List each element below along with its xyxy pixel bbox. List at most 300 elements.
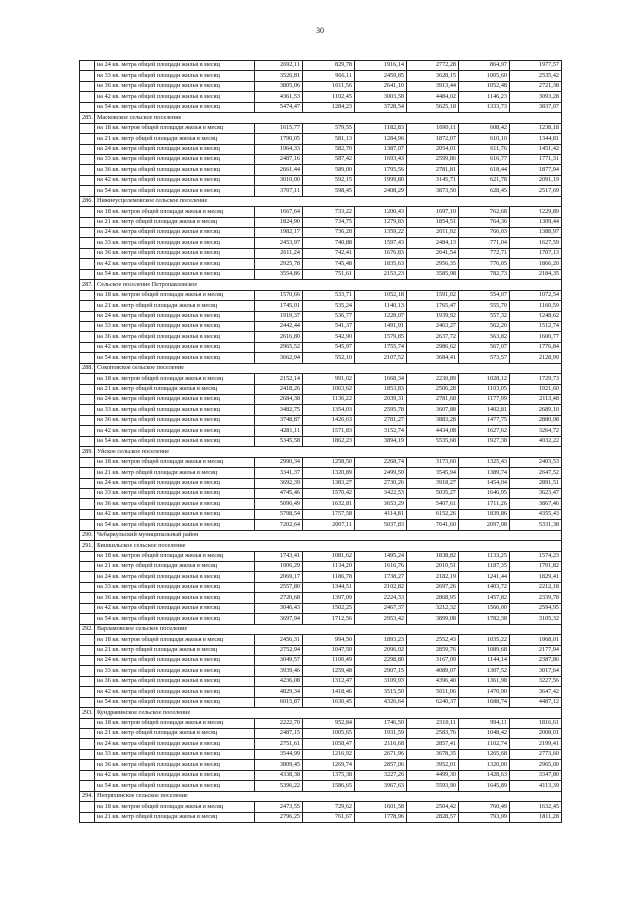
table-row: [80, 655, 562, 665]
value-cell: 1939,92: [407, 311, 459, 321]
value-cell: 1320,00: [459, 760, 510, 770]
value-cell: 1627,59: [510, 238, 562, 248]
value-cell: 1693,43: [355, 154, 407, 164]
row-index-empty: [80, 739, 95, 749]
value-cell: 736,28: [303, 228, 355, 238]
value-cell: 555,70: [459, 301, 510, 311]
value-cell: 2128,99: [510, 353, 562, 363]
row-index-empty: [80, 520, 95, 530]
value-cell: 1146,23: [459, 92, 510, 102]
value-cell: 4484,02: [407, 92, 459, 102]
row-label: на 42 кв. метра общей площади жилья в месяц: [95, 426, 255, 436]
value-cell: 1755,74: [355, 342, 407, 352]
section-title: Сокоповское сельское поселение: [95, 363, 562, 373]
value-cell: 2552,43: [407, 635, 459, 645]
value-cell: 2212,18: [510, 582, 562, 592]
value-cell: 2408,29: [355, 186, 407, 196]
value-cell: 1134,20: [303, 562, 355, 572]
value-cell: 1470,90: [459, 687, 510, 697]
value-cell: 1361,98: [459, 676, 510, 686]
value-cell: 1333,73: [459, 102, 510, 112]
value-cell: 5331,38: [510, 520, 562, 530]
value-cell: 5035,27: [407, 488, 459, 498]
value-cell: 2953,42: [355, 614, 407, 624]
value-cell: 3952,01: [407, 760, 459, 770]
row-index-empty: [80, 687, 95, 697]
value-cell: 3809,45: [255, 760, 303, 770]
value-cell: 3707,11: [255, 186, 303, 196]
row-label: на 24 кв. метра общей площади жилья в месяц: [95, 739, 255, 749]
value-cell: 2796,25: [255, 812, 303, 822]
table-row: [80, 426, 562, 436]
value-cell: 1877,94: [510, 165, 562, 175]
value-cell: 2671,96: [355, 749, 407, 759]
value-cell: 4281,11: [255, 426, 303, 436]
value-cell: 3264,72: [510, 426, 562, 436]
value-cell: 4396,40: [407, 676, 459, 686]
value-cell: 1388,97: [510, 228, 562, 238]
row-label: на 36 кв. метра общей площади жилья в месяц: [95, 332, 255, 342]
row-index-empty: [80, 697, 95, 707]
value-cell: 4361,53: [255, 92, 303, 102]
row-index-empty: [80, 593, 95, 603]
value-cell: 4434,08: [407, 426, 459, 436]
row-index-empty: [80, 374, 95, 384]
value-cell: 3607,88: [407, 405, 459, 415]
row-index-empty: [80, 71, 95, 81]
value-cell: 4032,22: [510, 436, 562, 446]
value-cell: 2487,15: [255, 729, 303, 739]
value-cell: 3003,58: [355, 92, 407, 102]
value-cell: 994,11: [459, 718, 510, 728]
value-cell: 1265,68: [459, 749, 510, 759]
value-cell: 2177,94: [510, 645, 562, 655]
value-cell: 729,62: [303, 802, 355, 812]
value-cell: 608,42: [459, 123, 510, 133]
row-label: на 36 кв. метра общей площади жилья в месяц: [95, 760, 255, 770]
row-index-empty: [80, 290, 95, 300]
value-cell: 1089,68: [459, 645, 510, 655]
value-cell: 1615,77: [255, 123, 303, 133]
value-cell: 1824,90: [255, 217, 303, 227]
table-row: [80, 342, 562, 352]
value-cell: 3939,46: [255, 666, 303, 676]
row-label: на 24 кв. метра общей площади жилья в месяц: [95, 144, 255, 154]
table-row: [80, 436, 562, 446]
value-cell: 1241,44: [459, 572, 510, 582]
row-index-empty: [80, 175, 95, 185]
row-index-empty: [80, 405, 95, 415]
value-cell: 1570,42: [303, 488, 355, 498]
value-cell: 1597,43: [355, 238, 407, 248]
value-cell: 1259,48: [303, 666, 355, 676]
row-label: на 33 кв. метра общей площади жилья в месяц: [95, 71, 255, 81]
value-cell: 1187,35: [459, 562, 510, 572]
row-index: 288.: [80, 363, 95, 373]
value-cell: 2182,19: [407, 572, 459, 582]
value-cell: 573,57: [459, 353, 510, 363]
row-label: на 18 кв. метров общей площади жилья в месяц: [95, 635, 255, 645]
table-row: [80, 572, 562, 582]
row-index-empty: [80, 248, 95, 258]
value-cell: 582,70: [303, 144, 355, 154]
row-index-empty: [80, 551, 95, 561]
value-cell: 1982,17: [255, 228, 303, 238]
value-cell: 3046,43: [255, 603, 303, 613]
row-index-empty: [80, 645, 95, 655]
row-label: на 54 кв. метра общей площади жилья в месяц: [95, 614, 255, 624]
section-row: [80, 363, 562, 373]
value-cell: 1866,20: [510, 259, 562, 269]
value-cell: 5345,58: [255, 436, 303, 446]
row-index-empty: [80, 415, 95, 425]
value-cell: 4326,64: [355, 697, 407, 707]
value-cell: 567,07: [459, 342, 510, 352]
row-index-empty: [80, 311, 95, 321]
value-cell: 745,48: [303, 259, 355, 269]
value-cell: 1028,12: [459, 374, 510, 384]
section-title: Кундравинское сельское поселение: [95, 708, 562, 718]
value-cell: 1103,05: [459, 384, 510, 394]
value-cell: 1100,49: [303, 655, 355, 665]
value-cell: 4236,08: [255, 676, 303, 686]
value-cell: 1307,52: [459, 666, 510, 676]
value-cell: 4829,34: [255, 687, 303, 697]
value-cell: 1258,50: [303, 457, 355, 467]
table-row: [80, 551, 562, 561]
value-cell: 1964,33: [255, 144, 303, 154]
table-row: [80, 395, 562, 405]
row-index: 292.: [80, 624, 95, 634]
value-cell: 1160,59: [510, 301, 562, 311]
value-cell: 2859,76: [407, 645, 459, 655]
value-cell: 2828,57: [407, 812, 459, 822]
table-row: [80, 781, 562, 791]
value-cell: 3422,53: [355, 488, 407, 498]
value-cell: 1047,50: [303, 645, 355, 655]
value-cell: 1782,38: [459, 614, 510, 624]
value-cell: 1309,44: [510, 217, 562, 227]
value-cell: 3837,07: [510, 102, 562, 112]
value-cell: 1778,96: [355, 812, 407, 822]
value-cell: 2453,97: [255, 238, 303, 248]
value-cell: 1359,22: [355, 228, 407, 238]
value-cell: 1011,56: [303, 81, 355, 91]
value-cell: 1081,62: [303, 551, 355, 561]
row-label: на 36 кв. метра общей площади жилья в месяц: [95, 415, 255, 425]
value-cell: 611,76: [459, 144, 510, 154]
value-cell: 1177,99: [459, 395, 510, 405]
value-cell: 1632,45: [510, 802, 562, 812]
row-index-empty: [80, 238, 95, 248]
value-cell: 3628,15: [407, 71, 459, 81]
value-cell: 3105,32: [510, 614, 562, 624]
value-cell: 4355,43: [510, 509, 562, 519]
value-cell: 3748,87: [255, 415, 303, 425]
value-cell: 587,42: [303, 154, 355, 164]
value-cell: 2599,86: [407, 154, 459, 164]
value-cell: 2230,89: [407, 374, 459, 384]
value-cell: 2222,70: [255, 718, 303, 728]
value-cell: 1454,04: [459, 478, 510, 488]
value-cell: 2102,82: [355, 582, 407, 592]
table-row: [80, 593, 562, 603]
value-cell: 2684,38: [255, 395, 303, 405]
value-cell: 2990,34: [255, 457, 303, 467]
section-title: Сельское поселение Петропавловское: [95, 280, 562, 290]
row-index-empty: [80, 269, 95, 279]
row-label: на 21 кв. метр общей площади жилья в месяц: [95, 217, 255, 227]
row-index-empty: [80, 603, 95, 613]
row-index-empty: [80, 321, 95, 331]
page-number: 30: [316, 26, 324, 35]
row-index-empty: [80, 395, 95, 405]
value-cell: 2557,80: [255, 582, 303, 592]
value-cell: 1279,83: [355, 217, 407, 227]
value-cell: 1927,38: [459, 436, 510, 446]
row-label: на 18 кв. метров общей площади жилья в месяц: [95, 374, 255, 384]
section-row: [80, 280, 562, 290]
value-cell: 5096,49: [255, 499, 303, 509]
table-row: [80, 729, 562, 739]
value-cell: 1921,60: [510, 384, 562, 394]
table-row: [80, 186, 562, 196]
value-cell: 3894,19: [355, 436, 407, 446]
row-label: на 36 кв. метра общей площади жилья в месяц: [95, 593, 255, 603]
value-cell: 2751,61: [255, 739, 303, 749]
value-cell: 766,03: [459, 228, 510, 238]
value-cell: 2298,80: [355, 655, 407, 665]
value-cell: 542,90: [303, 332, 355, 342]
table-row: [80, 259, 562, 269]
value-cell: 2008,01: [510, 729, 562, 739]
value-cell: 610,10: [459, 134, 510, 144]
value-cell: 1375,38: [303, 770, 355, 780]
value-cell: 772,71: [459, 248, 510, 258]
row-index-empty: [80, 154, 95, 164]
row-label: на 18 кв. метров общей площади жилья в месяц: [95, 802, 255, 812]
value-cell: 3623,47: [510, 488, 562, 498]
row-label: на 21 кв. метр общей площади жилья в месяц: [95, 134, 255, 144]
table-row: [80, 134, 562, 144]
row-index: 294.: [80, 791, 95, 801]
table-row: [80, 228, 562, 238]
value-cell: 3212,32: [407, 603, 459, 613]
table-row: [80, 165, 562, 175]
value-cell: 3152,74: [355, 426, 407, 436]
value-cell: 991,02: [303, 374, 355, 384]
value-cell: 3093,28: [510, 92, 562, 102]
value-cell: 1248,62: [510, 311, 562, 321]
row-label: на 24 кв. метра общей площади жилья в месяц: [95, 572, 255, 582]
value-cell: 1200,43: [355, 207, 407, 217]
value-cell: 2616,80: [255, 332, 303, 342]
value-cell: 751,61: [303, 269, 355, 279]
row-label: на 54 кв. метра общей площади жилья в месяц: [95, 781, 255, 791]
value-cell: 1701,82: [510, 562, 562, 572]
row-label: на 36 кв. метра общей площади жилья в месяц: [95, 676, 255, 686]
section-title: Чебаркульский муниципальный район: [95, 530, 562, 540]
value-cell: 966,11: [303, 71, 355, 81]
value-cell: 2487,16: [255, 154, 303, 164]
value-cell: 562,20: [459, 321, 510, 331]
value-cell: 1238,18: [510, 123, 562, 133]
value-cell: 1854,51: [407, 217, 459, 227]
value-cell: 864,97: [459, 61, 510, 71]
value-cell: 3515,50: [355, 687, 407, 697]
value-cell: 2011,92: [407, 228, 459, 238]
row-label: на 42 кв. метра общей площади жилья в месяц: [95, 509, 255, 519]
value-cell: 1601,58: [355, 802, 407, 812]
value-cell: 1771,31: [510, 154, 562, 164]
value-cell: 1999,80: [355, 175, 407, 185]
table-row: [80, 666, 562, 676]
row-index: 290.: [80, 530, 95, 540]
value-cell: 4338,38: [255, 770, 303, 780]
value-cell: 628,45: [459, 186, 510, 196]
value-cell: 2184,35: [510, 269, 562, 279]
value-cell: 3684,41: [407, 353, 459, 363]
section-title: Нижнеусцелемовское сельское поселение: [95, 196, 562, 206]
value-cell: 3913,44: [407, 81, 459, 91]
value-cell: 4487,12: [510, 697, 562, 707]
row-index: 293.: [80, 708, 95, 718]
table-row: [80, 520, 562, 530]
row-index-empty: [80, 488, 95, 498]
value-cell: 3867,46: [510, 499, 562, 509]
table-row: [80, 749, 562, 759]
row-label: на 33 кв. метра общей площади жилья в месяц: [95, 238, 255, 248]
value-cell: 1697,10: [407, 207, 459, 217]
table-row: [80, 468, 562, 478]
table-row: [80, 102, 562, 112]
row-index-empty: [80, 342, 95, 352]
value-cell: 1591,02: [407, 290, 459, 300]
value-cell: 742,41: [303, 248, 355, 258]
row-label: на 42 кв. метра общей площади жилья в месяц: [95, 342, 255, 352]
value-cell: 2504,42: [407, 802, 459, 812]
row-index-empty: [80, 812, 95, 822]
table-row: [80, 374, 562, 384]
value-cell: 2637,72: [407, 332, 459, 342]
value-cell: 2459,85: [355, 71, 407, 81]
table-row: [80, 311, 562, 321]
value-cell: 2583,76: [407, 729, 459, 739]
value-cell: 1632,81: [303, 499, 355, 509]
value-cell: 592,15: [303, 175, 355, 185]
value-cell: 1630,45: [303, 697, 355, 707]
value-cell: 3918,27: [407, 478, 459, 488]
value-cell: 1829,41: [510, 572, 562, 582]
row-label: на 33 кв. метра общей площади жилья в месяц: [95, 154, 255, 164]
value-cell: 2641,10: [355, 81, 407, 91]
value-cell: 4499,30: [407, 770, 459, 780]
table-row: [80, 332, 562, 342]
section-row: [80, 708, 562, 718]
value-cell: 1872,07: [407, 134, 459, 144]
value-cell: 1325,43: [459, 457, 510, 467]
value-cell: 1284,23: [303, 102, 355, 112]
value-cell: 6015,87: [255, 697, 303, 707]
table-row: [80, 353, 562, 363]
value-cell: 1765,47: [407, 301, 459, 311]
value-cell: 1451,42: [510, 144, 562, 154]
table-row: [80, 488, 562, 498]
value-cell: 3678,35: [407, 749, 459, 759]
value-cell: 2721,38: [510, 81, 562, 91]
value-cell: 1133,25: [459, 551, 510, 561]
section-title: Масковское сельское поселение: [95, 113, 562, 123]
value-cell: 2268,74: [355, 457, 407, 467]
value-cell: 598,45: [303, 186, 355, 196]
value-cell: 1495,24: [355, 551, 407, 561]
value-cell: 952,84: [303, 718, 355, 728]
table-row: [80, 582, 562, 592]
value-cell: 7202,64: [255, 520, 303, 530]
row-label: на 18 кв. метров общей площади жилья в месяц: [95, 551, 255, 561]
row-index-empty: [80, 332, 95, 342]
value-cell: 5396,22: [255, 781, 303, 791]
table-row: [80, 478, 562, 488]
row-index-empty: [80, 635, 95, 645]
table-row: [80, 269, 562, 279]
value-cell: 829,78: [303, 61, 355, 71]
table-row: [80, 457, 562, 467]
value-cell: 1711,26: [459, 499, 510, 509]
row-label: на 21 кв. метр общей площади жилья в месяц: [95, 812, 255, 822]
table-row: [80, 415, 562, 425]
value-cell: 2880,98: [510, 415, 562, 425]
value-cell: 2054,01: [407, 144, 459, 154]
value-cell: 3545,94: [407, 468, 459, 478]
value-cell: 1838,82: [407, 551, 459, 561]
value-cell: 2310,11: [407, 718, 459, 728]
value-cell: 1746,50: [355, 718, 407, 728]
value-cell: 5535,68: [407, 436, 459, 446]
row-label: на 36 кв. метра общей площади жилья в месяц: [95, 499, 255, 509]
value-cell: 2097,08: [459, 520, 510, 530]
value-cell: 1839,86: [459, 509, 510, 519]
value-cell: 3145,71: [407, 175, 459, 185]
value-cell: 1738,27: [355, 572, 407, 582]
section-row: [80, 624, 562, 634]
value-cell: 2857,06: [355, 760, 407, 770]
value-cell: 1005,60: [459, 71, 510, 81]
value-cell: 1216,92: [303, 749, 355, 759]
value-cell: 579,55: [303, 123, 355, 133]
value-cell: 2091,19: [510, 175, 562, 185]
row-index-empty: [80, 676, 95, 686]
value-cell: 2418,26: [255, 384, 303, 394]
value-cell: 1729,73: [510, 374, 562, 384]
value-cell: 733,22: [303, 207, 355, 217]
value-cell: 3554,86: [255, 269, 303, 279]
value-cell: 2442,44: [255, 321, 303, 331]
table-row: [80, 290, 562, 300]
value-cell: 1428,63: [459, 770, 510, 780]
row-label: на 18 кв. метров общей площади жилья в месяц: [95, 290, 255, 300]
row-index: 286.: [80, 196, 95, 206]
value-cell: 1906,29: [255, 562, 303, 572]
value-cell: 1354,03: [303, 405, 355, 415]
value-cell: 1811,28: [510, 812, 562, 822]
table-row: [80, 760, 562, 770]
value-cell: 1228,07: [355, 311, 407, 321]
section-row: [80, 196, 562, 206]
table-row: [80, 217, 562, 227]
row-label: на 21 кв. метр общей площади жилья в месяц: [95, 301, 255, 311]
value-cell: 1712,56: [303, 614, 355, 624]
